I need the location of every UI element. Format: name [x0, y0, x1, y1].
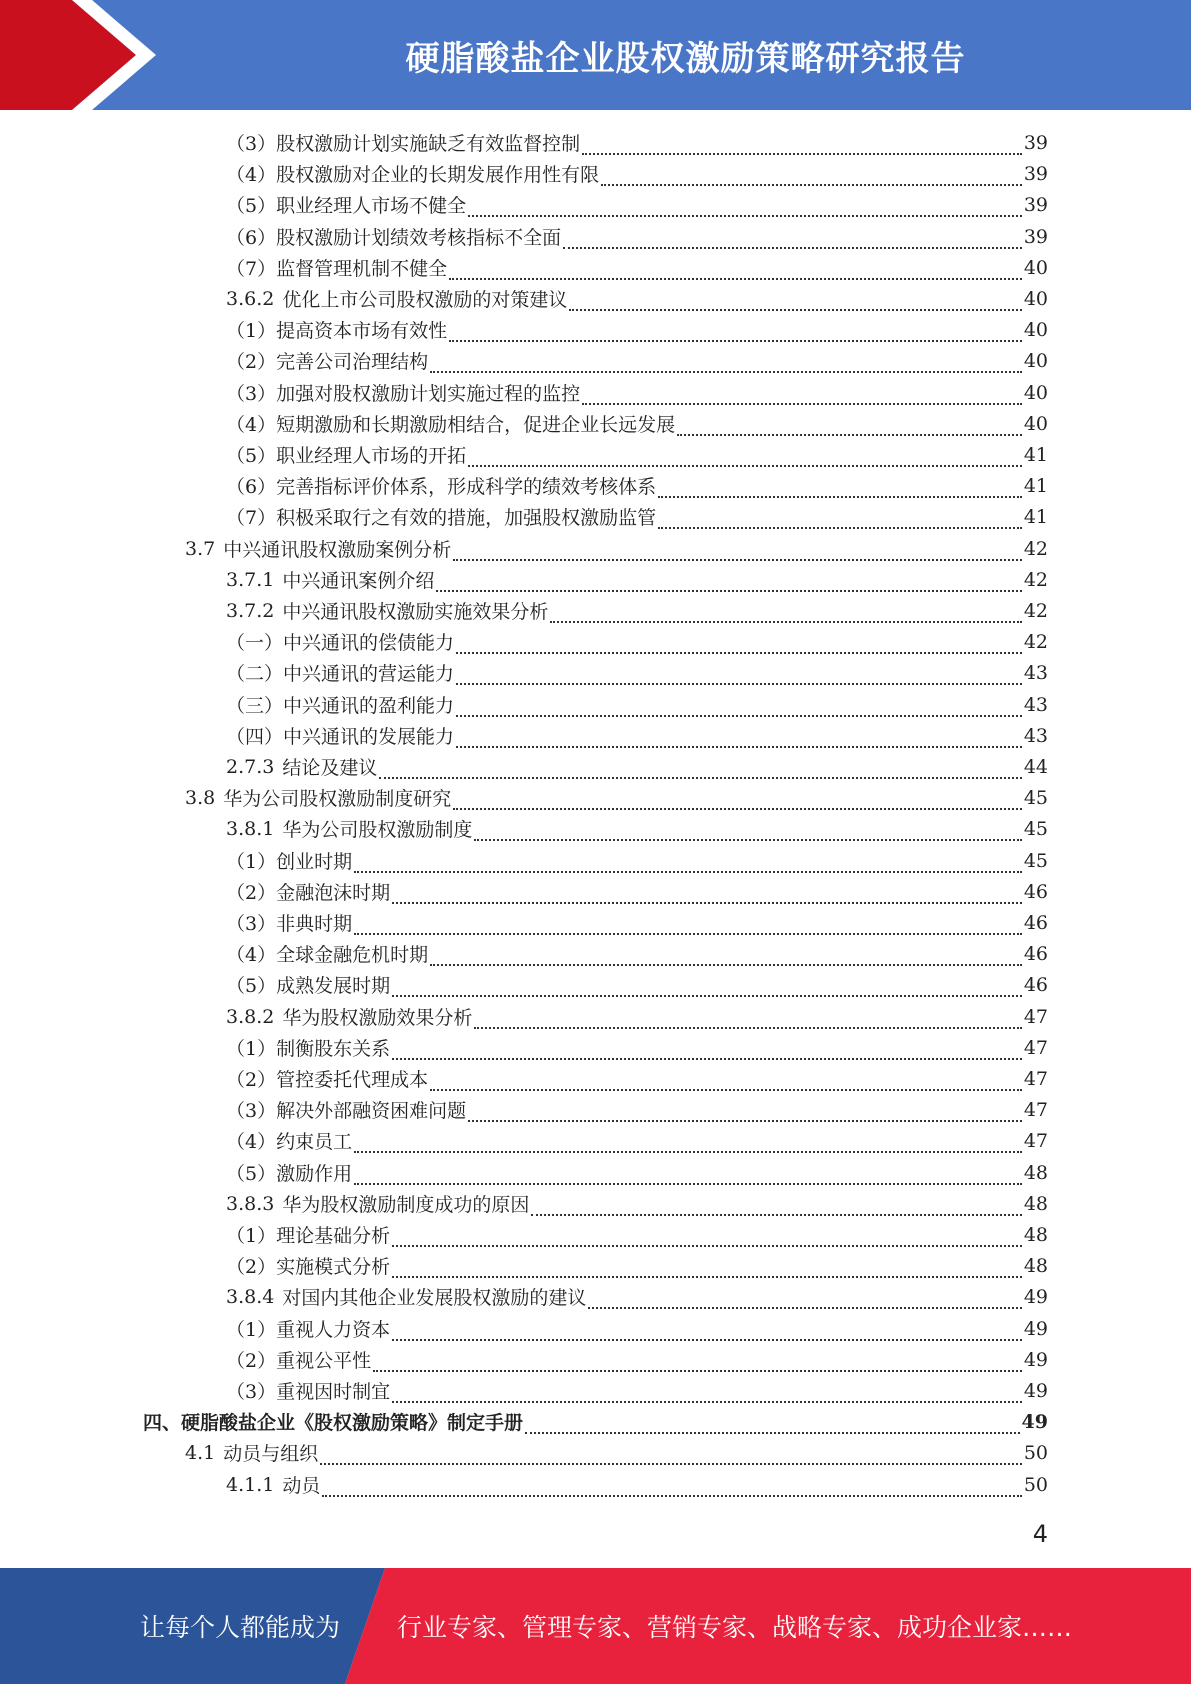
- toc-dot-leader: [601, 170, 1022, 186]
- toc-entry[interactable]: [226, 564, 1048, 595]
- toc-entry-title: 全球金融危机时期: [276, 944, 429, 966]
- toc-dot-leader: [525, 1418, 1020, 1434]
- toc-entry-title: 理论基础分析: [276, 1225, 391, 1247]
- toc-entry-page: 40: [1023, 287, 1048, 310]
- toc-entry-page: 42: [1023, 537, 1048, 560]
- toc-entry-title: 积极采取行之有效的措施，加强股权激励监管: [276, 507, 657, 529]
- toc-dot-leader: [456, 638, 1022, 654]
- toc-dot-leader: [430, 357, 1022, 373]
- toc-entry[interactable]: [226, 1375, 1048, 1406]
- toc-entry-title: 中兴通讯的盈利能力: [283, 695, 455, 717]
- toc-entry[interactable]: [226, 158, 1048, 189]
- toc-entry-number: （四）: [226, 726, 284, 748]
- toc-dot-leader: [563, 233, 1022, 249]
- toc-dot-leader: [449, 264, 1022, 280]
- toc-entry[interactable]: [226, 283, 1048, 314]
- toc-dot-leader: [354, 1169, 1022, 1185]
- toc-entry-title: 股权激励对企业的长期发展作用性有限: [276, 164, 600, 186]
- toc-dot-leader: [430, 950, 1022, 966]
- toc-entry-title: 中兴通讯股权激励实施效果分析: [282, 601, 549, 623]
- page-footer: [0, 1568, 1191, 1684]
- toc-entry-page: 46: [1023, 880, 1048, 903]
- toc-entry-title: 中兴通讯的营运能力: [283, 663, 455, 685]
- toc-entry[interactable]: [226, 1032, 1048, 1063]
- toc-dot-leader: [392, 1044, 1022, 1060]
- toc-dot-leader: [569, 295, 1021, 311]
- toc-entry-title: 华为股权激励制度成功的原因: [282, 1194, 530, 1216]
- toc-dot-leader: [320, 1449, 1022, 1465]
- toc-dot-leader: [354, 919, 1022, 935]
- toc-dot-leader: [582, 139, 1022, 155]
- toc-entry-title: 职业经理人市场的开拓: [276, 445, 467, 467]
- toc-entry-title: 中兴通讯的发展能力: [283, 726, 455, 748]
- toc-entry-number: 4.1: [185, 1441, 216, 1464]
- toc-dot-leader: [677, 420, 1022, 436]
- toc-dot-leader: [322, 1481, 1021, 1497]
- toc-entry[interactable]: [226, 657, 1048, 688]
- footer-slogan-right: 行业专家、管理专家、营销专家、战略专家、成功企业家……: [397, 1613, 1073, 1642]
- toc-entry-number: （3）: [226, 383, 277, 405]
- toc-entry[interactable]: [226, 907, 1048, 938]
- toc-entry[interactable]: [226, 439, 1048, 470]
- toc-entry-number: （2）: [226, 1069, 277, 1091]
- toc-dot-leader: [453, 545, 1022, 561]
- toc-entry-number: （1）: [226, 1319, 277, 1341]
- toc-entry-number: （7）: [226, 507, 277, 529]
- toc-entry-title: 提高资本市场有效性: [276, 320, 448, 342]
- toc-entry-title: 完善公司治理结构: [276, 351, 429, 373]
- toc-dot-leader: [456, 732, 1022, 748]
- toc-entry-title: 加强对股权激励计划实施过程的监控: [276, 383, 581, 405]
- toc-entry[interactable]: [226, 626, 1048, 657]
- toc-entry-title: 中兴通讯案例介绍: [282, 570, 435, 592]
- toc-entry-title: 硬脂酸盐企业《股权激励策略》制定手册: [181, 1412, 524, 1434]
- toc-entry[interactable]: [226, 1188, 1048, 1219]
- toc-entry[interactable]: [226, 1250, 1048, 1281]
- toc-entry-page: 40: [1023, 256, 1048, 279]
- toc-entry-page: 47: [1023, 1098, 1048, 1121]
- toc-entry-title: 重视因时制宜: [276, 1381, 391, 1403]
- toc-entry-page: 39: [1023, 162, 1048, 185]
- toc-entry-number: （1）: [226, 320, 277, 342]
- toc-entry[interactable]: [226, 751, 1048, 782]
- toc-entry-title: 股权激励计划绩效考核指标不全面: [276, 227, 562, 249]
- toc-entry-page: 50: [1023, 1473, 1048, 1496]
- toc-entry-title: 华为公司股权激励制度: [282, 819, 473, 841]
- toc-entry-title: 金融泡沫时期: [276, 882, 391, 904]
- toc-dot-leader: [430, 1075, 1022, 1091]
- toc-entry[interactable]: [185, 533, 1048, 564]
- toc-entry-number: （三）: [226, 695, 284, 717]
- toc-dot-leader: [392, 1325, 1022, 1341]
- toc-entry-page: 40: [1023, 412, 1048, 435]
- toc-entry-page: 42: [1023, 568, 1048, 591]
- toc-entry-title: 动员与组织: [223, 1443, 319, 1465]
- toc-entry-page: 43: [1023, 661, 1048, 684]
- toc-entry[interactable]: [226, 377, 1048, 408]
- toc-dot-leader: [582, 389, 1022, 405]
- toc-entry-number: （1）: [226, 1038, 277, 1060]
- toc-dot-leader: [436, 576, 1021, 592]
- toc-entry-page: 43: [1023, 693, 1048, 716]
- toc-entry-title: 结论及建议: [282, 757, 378, 779]
- toc-entry-number: 3.7: [185, 537, 216, 560]
- toc-entry-page: 43: [1023, 724, 1048, 747]
- toc-entry-title: 中兴通讯的偿债能力: [283, 632, 455, 654]
- toc-entry-title: 实施模式分析: [276, 1256, 391, 1278]
- toc-dot-leader: [392, 981, 1022, 997]
- toc-entry-number: （5）: [226, 195, 277, 217]
- toc-dot-leader: [354, 1137, 1022, 1153]
- toc-entry-page: 40: [1023, 349, 1048, 372]
- toc-entry-page: 45: [1023, 786, 1048, 809]
- toc-entry-number: （6）: [226, 227, 277, 249]
- toc-dot-leader: [658, 482, 1022, 498]
- toc-entry-page: 48: [1023, 1223, 1048, 1246]
- toc-entry-number: （4）: [226, 944, 277, 966]
- toc-entry-number: （一）: [226, 632, 284, 654]
- toc-entry-page: 46: [1023, 911, 1048, 934]
- toc-dot-leader: [468, 201, 1022, 217]
- toc-entry-title: 中兴通讯股权激励案例分析: [223, 539, 452, 561]
- toc-dot-leader: [588, 1293, 1021, 1309]
- toc-entry-number: （2）: [226, 1350, 277, 1372]
- toc-entry-page: 42: [1023, 599, 1048, 622]
- toc-entry-page: 46: [1023, 973, 1048, 996]
- toc-entry-number: （3）: [226, 913, 277, 935]
- toc-entry-number: 3.8.3: [226, 1192, 275, 1215]
- toc-dot-leader: [474, 825, 1021, 841]
- toc-entry-number: （2）: [226, 882, 277, 904]
- toc-entry-page: 45: [1023, 849, 1048, 872]
- toc-entry-number: 3.8.1: [226, 817, 275, 840]
- toc-entry[interactable]: [226, 720, 1048, 751]
- toc-entry-page: 47: [1023, 1005, 1048, 1028]
- toc-entry-number: （4）: [226, 164, 277, 186]
- toc-entry[interactable]: [226, 1157, 1048, 1188]
- toc-entry-page: 39: [1023, 193, 1048, 216]
- toc-dot-leader: [531, 1200, 1021, 1216]
- page-header: [0, 0, 1191, 110]
- toc-entry-page: 47: [1023, 1129, 1048, 1152]
- toc-entry-page: 42: [1023, 630, 1048, 653]
- toc-dot-leader: [456, 701, 1022, 717]
- toc-entry-page: 41: [1023, 443, 1048, 466]
- toc-entry-title: 股权激励计划实施缺乏有效监督控制: [276, 133, 581, 155]
- toc-dot-leader: [550, 607, 1021, 623]
- toc-entry-title: 华为股权激励效果分析: [282, 1007, 473, 1029]
- toc-dot-leader: [468, 1106, 1022, 1122]
- toc-entry-number: 4.1.1: [226, 1473, 275, 1496]
- toc-dot-leader: [392, 1387, 1022, 1403]
- toc-entry-page: 40: [1023, 318, 1048, 341]
- toc-entry-number: 3.8.2: [226, 1005, 275, 1028]
- toc-dot-leader: [474, 1013, 1021, 1029]
- toc-entry-page: 47: [1023, 1067, 1048, 1090]
- toc-entry-number: （4）: [226, 414, 277, 436]
- toc-entry-title: 约束员工: [276, 1131, 353, 1153]
- toc-entry[interactable]: [226, 1469, 1048, 1500]
- toc-entry[interactable]: [226, 845, 1048, 876]
- toc-entry-page: 49: [1023, 1348, 1048, 1371]
- toc-entry-title: 重视公平性: [276, 1350, 372, 1372]
- toc-entry[interactable]: [143, 1406, 1048, 1437]
- toc-dot-leader: [373, 1356, 1022, 1372]
- toc-entry[interactable]: [185, 782, 1048, 813]
- toc-entry[interactable]: [185, 1437, 1048, 1468]
- header-arrow-decoration: [0, 0, 200, 110]
- toc-entry[interactable]: [226, 1344, 1048, 1375]
- toc-entry[interactable]: [226, 1313, 1048, 1344]
- toc-dot-leader: [392, 888, 1022, 904]
- toc-entry-number: （2）: [226, 351, 277, 373]
- toc-entry-page: 41: [1023, 474, 1048, 497]
- toc-entry-page: 46: [1023, 942, 1048, 965]
- toc-entry[interactable]: [226, 252, 1048, 283]
- toc-entry-title: 制衡股东关系: [276, 1038, 391, 1060]
- toc-entry-title: 完善指标评价体系，形成科学的绩效考核体系: [276, 476, 657, 498]
- toc-entry[interactable]: [226, 408, 1048, 439]
- footer-slogan-left: 让每个人都能成为: [140, 1613, 341, 1642]
- toc-entry-title: 重视人力资本: [276, 1319, 391, 1341]
- toc-entry-number: 四、: [143, 1412, 182, 1434]
- toc-entry-number: 3.7.2: [226, 599, 275, 622]
- toc-entry-number: （3）: [226, 133, 277, 155]
- toc-entry[interactable]: [226, 1094, 1048, 1125]
- toc-entry[interactable]: [226, 1281, 1048, 1312]
- toc-entry-number: （1）: [226, 851, 277, 873]
- toc-entry-number: （3）: [226, 1100, 277, 1122]
- toc-entry[interactable]: [226, 345, 1048, 376]
- toc-entry-page: 40: [1023, 381, 1048, 404]
- toc-entry-page: 48: [1023, 1192, 1048, 1215]
- toc-entry[interactable]: [226, 595, 1048, 626]
- toc-entry[interactable]: [226, 470, 1048, 501]
- toc-entry-page: 49: [1021, 1410, 1048, 1433]
- toc-entry-page: 48: [1023, 1161, 1048, 1184]
- toc-entry-number: （6）: [226, 476, 277, 498]
- toc-entry[interactable]: [226, 1063, 1048, 1094]
- toc-entry[interactable]: [226, 876, 1048, 907]
- toc-entry-number: （1）: [226, 1225, 277, 1247]
- toc-entry-page: 47: [1023, 1036, 1048, 1059]
- toc-dot-leader: [468, 451, 1022, 467]
- toc-entry-page: 44: [1023, 755, 1048, 778]
- toc-entry-number: （2）: [226, 1256, 277, 1278]
- toc-entry-page: 39: [1023, 225, 1048, 248]
- toc-entry-title: 职业经理人市场不健全: [276, 195, 467, 217]
- toc-entry-number: 3.8.4: [226, 1285, 275, 1308]
- toc-entry[interactable]: [226, 813, 1048, 844]
- toc-entry[interactable]: [226, 127, 1048, 158]
- toc-dot-leader: [658, 513, 1022, 529]
- toc-entry-page: 39: [1023, 131, 1048, 154]
- toc-entry-number: （7）: [226, 258, 277, 280]
- header-title: 硬脂酸盐企业股权激励策略研究报告: [405, 38, 966, 79]
- toc-dot-leader: [453, 794, 1022, 810]
- toc-entry-number: 2.7.3: [226, 755, 275, 778]
- toc-entry-title: 解决外部融资困难问题: [276, 1100, 467, 1122]
- toc-entry-number: 3.7.1: [226, 568, 275, 591]
- toc-entry[interactable]: [226, 1125, 1048, 1156]
- toc-entry-title: 管控委托代理成本: [276, 1069, 429, 1091]
- toc-dot-leader: [354, 857, 1022, 873]
- toc-entry-number: 3.6.2: [226, 287, 275, 310]
- toc-entry-page: 49: [1023, 1379, 1048, 1402]
- toc-entry-title: 非典时期: [276, 913, 353, 935]
- toc-entry-title: 对国内其他企业发展股权激励的建议: [282, 1287, 587, 1309]
- toc-entry-number: （4）: [226, 1131, 277, 1153]
- toc-entry[interactable]: [226, 221, 1048, 252]
- toc-entry[interactable]: [226, 689, 1048, 720]
- toc-entry[interactable]: [226, 189, 1048, 220]
- toc-entry-title: 短期激励和长期激励相结合，促进企业长远发展: [276, 414, 676, 436]
- toc-dot-leader: [392, 1231, 1022, 1247]
- toc-entry-title: 成熟发展时期: [276, 975, 391, 997]
- page-number: 4: [1032, 1520, 1048, 1548]
- toc-entry[interactable]: [226, 969, 1048, 1000]
- toc-entry-title: 优化上市公司股权激励的对策建议: [282, 289, 568, 311]
- toc-entry-number: （5）: [226, 1163, 277, 1185]
- toc-entry-page: 50: [1023, 1441, 1048, 1464]
- toc-entry-page: 41: [1023, 505, 1048, 528]
- toc-dot-leader: [392, 1262, 1022, 1278]
- toc-entry-number: （3）: [226, 1381, 277, 1403]
- toc-entry-title: 激励作用: [276, 1163, 353, 1185]
- toc-entry-number: 3.8: [185, 786, 216, 809]
- toc-dot-leader: [379, 763, 1021, 779]
- toc-entry-number: （5）: [226, 975, 277, 997]
- toc-entry-number: （二）: [226, 663, 284, 685]
- toc-entry-page: 49: [1023, 1317, 1048, 1340]
- toc-entry-title: 华为公司股权激励制度研究: [223, 788, 452, 810]
- toc-entry[interactable]: [226, 501, 1048, 532]
- toc-entry[interactable]: [226, 314, 1048, 345]
- toc-entry-page: 48: [1023, 1254, 1048, 1277]
- toc-dot-leader: [449, 326, 1022, 342]
- toc-entry-title: 动员: [282, 1475, 321, 1497]
- toc-entry[interactable]: [226, 1001, 1048, 1032]
- toc-entry-page: 45: [1023, 817, 1048, 840]
- toc-entry-title: 创业时期: [276, 851, 353, 873]
- toc-entry-number: （5）: [226, 445, 277, 467]
- toc-entry[interactable]: [226, 938, 1048, 969]
- toc-dot-leader: [456, 669, 1022, 685]
- toc-entry-page: 49: [1023, 1285, 1048, 1308]
- toc-entry-title: 监督管理机制不健全: [276, 258, 448, 280]
- toc-entry[interactable]: [226, 1219, 1048, 1250]
